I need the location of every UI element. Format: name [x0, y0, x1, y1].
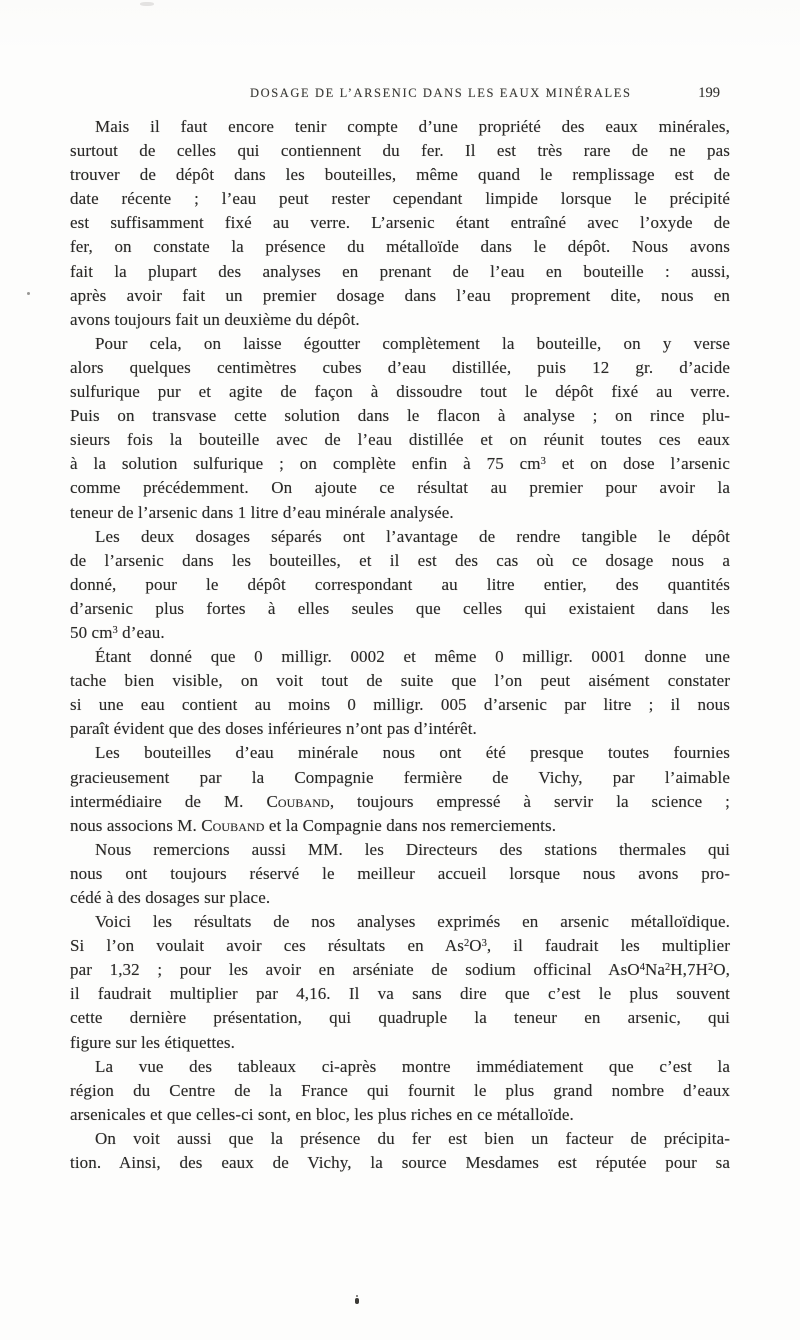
page-number: 199 — [698, 85, 720, 101]
text-line: Voici les résultats de nos analyses exprimés en arsenic métalloïdique. — [95, 912, 730, 932]
text-line: paraît évident que des doses inférieures n’ont pas d’intérêt. — [70, 719, 477, 739]
text-line: arsenicales et que celles-ci sont, en bloc, les plus riches en ce métalloïde. — [70, 1104, 574, 1124]
paragraph — [70, 645, 730, 741]
text-line: d’arsenic plus fortes à elles seules que celles qui existaient dans les — [70, 598, 730, 618]
text-line: Mais il faut encore tenir compte d’une propriété des eaux minérales, — [95, 117, 730, 136]
text-line: donné, pour le dépôt correspondant au litre entier, des quantités — [70, 574, 730, 594]
text-line: de l’arsenic dans les bouteilles, et il est des cas où ce dosage nous a — [70, 550, 730, 570]
paragraph — [70, 741, 730, 837]
text-line: par 1,32 ; pour les avoir en arséniate de sodium officinal AsO4Na2H,7H2O, — [70, 960, 730, 980]
paragraph — [70, 525, 730, 645]
text-line: Les bouteilles d’eau minérale nous ont été presque toutes fournies — [95, 743, 730, 763]
text-line: trouver de dépôt dans les bouteilles, même quand le remplissage est de — [70, 165, 730, 185]
text-line: avons toujours fait un deuxième du dépôt. — [70, 309, 360, 329]
text-line: il faudrait multiplier par 4,16. Il va sans dire que c’est le plus souvent — [70, 984, 730, 1004]
scan-smudge — [140, 2, 154, 6]
text-line: surtout de celles qui contiennent du fer. Il est très rare de ne pas — [70, 141, 730, 161]
paragraph — [70, 838, 730, 910]
text-line: On voit aussi que la présence du fer est bien un facteur de précipita- — [95, 1128, 730, 1148]
paragraph — [70, 115, 730, 332]
text-line: nous ont toujours réservé le meilleur accueil lorsque nous avons pro- — [70, 863, 730, 883]
text-line: sulfurique pur et agite de façon à dissoudre tout le dépôt fixé au verre. — [70, 382, 730, 402]
text-line: Puis on transvase cette solution dans le flacon à analyse ; on rince plu- — [70, 406, 730, 426]
text-line: si une eau contient au moins 0 milligr. 005 d’arsenic par litre ; il nous — [70, 695, 730, 715]
text-line: figure sur les étiquettes. — [70, 1032, 235, 1052]
text-line: Étant donné que 0 milligr. 0002 et même 0 milligr. 0001 donne une — [95, 647, 730, 667]
running-header — [70, 86, 730, 106]
text-line: nous associons M. Couband et la Compagnie dans nos remerciements. — [70, 815, 557, 835]
text-line: La vue des tableaux ci-après montre immédiatement que c’est la — [95, 1056, 730, 1076]
text-line: Les deux dosages séparés ont l’avantage de rendre tangible le dépôt — [95, 526, 730, 546]
text-line: région du Centre de la France qui fournit le plus grand nombre d’eaux — [70, 1080, 730, 1100]
text-line: alors quelques centimètres cubes d’eau distillée, puis 12 gr. d’acide — [70, 357, 730, 377]
text-line: fait la plupart des analyses en prenant de l’eau en bouteille : aussi, — [70, 261, 730, 281]
small-caps-name: Couband — [266, 791, 330, 811]
small-caps-name: Couband — [201, 815, 265, 835]
ink-speck — [27, 292, 30, 295]
running-title: DOSAGE DE L’ARSENIC DANS LES EAUX MINÉRALES — [250, 86, 632, 100]
ink-speck — [355, 1298, 359, 1304]
text-line: intermédiaire de M. Couband, toujours empressé à servir la science ; — [70, 791, 731, 811]
text-line: teneur de l’arsenic dans 1 litre d’eau minérale analysée. — [70, 502, 454, 522]
text-line: Nous remercions aussi MM. les Directeurs des stations thermales qui — [95, 839, 730, 859]
paragraph — [70, 910, 730, 1055]
page-body — [70, 115, 730, 1175]
paragraph — [70, 332, 730, 525]
text-line: cédé à des dosages sur place. — [70, 888, 271, 907]
text-line: gracieusement par la Compagnie fermière de Vichy, par l’aimable — [70, 767, 730, 787]
text-line: Pour cela, on laisse égoutter complètement la bouteille, on y verse — [95, 333, 730, 353]
text-line: date récente ; l’eau peut rester cependant limpide lorsque le précipité — [70, 189, 730, 209]
text-line: tache bien visible, on voit tout de suite que l’on peut aisément constater — [70, 671, 730, 691]
paragraph — [70, 1127, 730, 1175]
text-line: tion. Ainsi, des eaux de Vichy, la source Mesdames est réputée pour sa — [70, 1153, 730, 1173]
text-line: fer, on constate la présence du métalloïde dans le dépôt. Nous avons — [70, 237, 730, 257]
text-line: Si l’on voulait avoir ces résultats en As2O3, il faudrait les multiplier — [70, 936, 730, 956]
text-line: est suffisamment fixé au verre. L’arsenic étant entraîné avec l’oxyde de — [70, 213, 730, 233]
text-line: après avoir fait un premier dosage dans l’eau proprement dite, nous en — [70, 285, 730, 305]
text-line: 50 cm3 d’eau. — [70, 622, 165, 642]
text-line: cette dernière présentation, qui quadruple la teneur en arsenic, qui — [70, 1008, 730, 1028]
paragraph — [70, 1055, 730, 1127]
text-line: à la solution sulfurique ; on complète enfin à 75 cm3 et on dose l’arsenic — [70, 454, 730, 474]
text-line: sieurs fois la bouteille avec de l’eau distillée et on réunit toutes ces eaux — [70, 430, 730, 450]
text-line: comme précédemment. On ajoute ce résultat au premier pour avoir la — [70, 478, 730, 498]
